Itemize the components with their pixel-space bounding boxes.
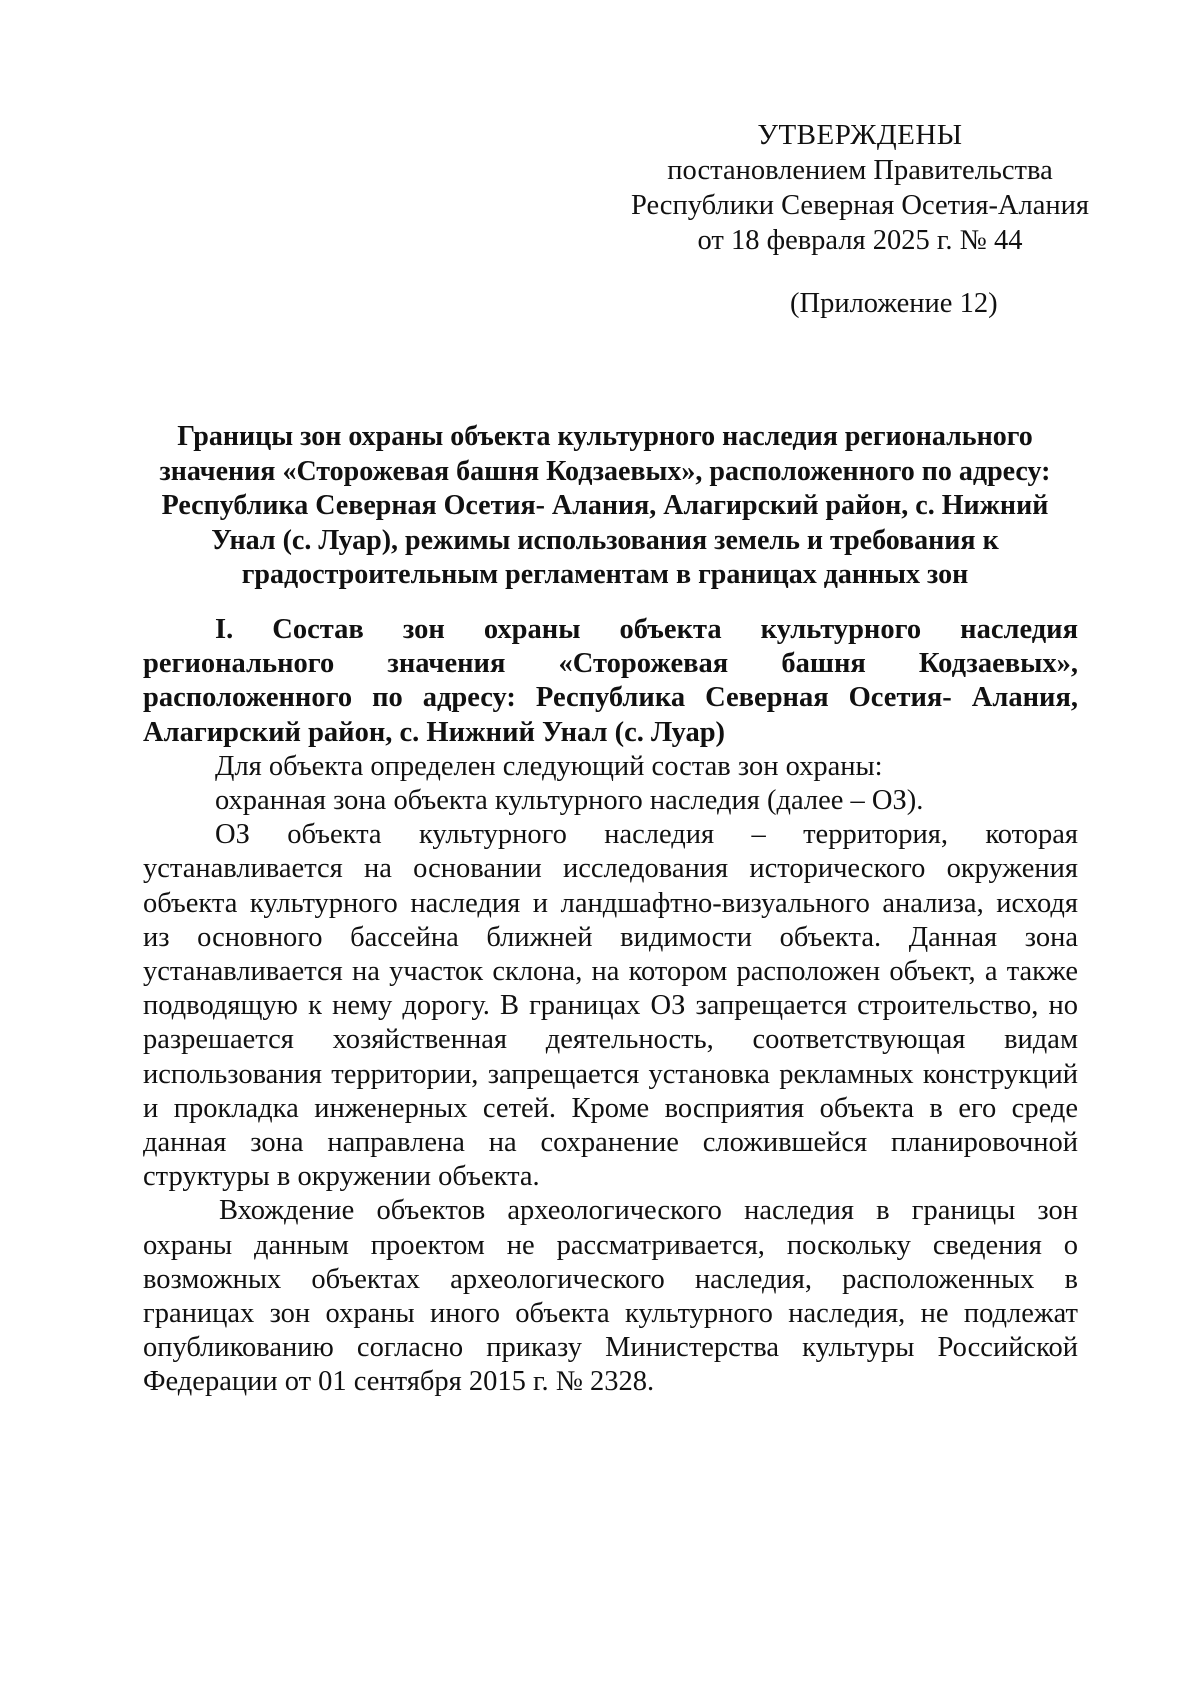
paragraph-zone-description: ОЗ объекта культурного наследия – территория, которая устанавливается на основании исследования исторического окружения объекта культурного наследия и ландшафтно-визуального анализа, исходя из основного бассейна ближней видимости объекта. Данная зона устанавливается на участок склона, на котором расположен объект, а также подводящую к нему дорогу. В границах ОЗ запрещается строительство, но разрешается хозяйственная деятельность, соответствующая видам использования территории, запрещается установка рекламных конструкций и прокладка инженерных сетей. Кроме восприятия объекта в его среде данная зона направлена на сохранение сложившейся планировочной структуры в окружении объекта. <box>143 819 1078 1193</box>
document-title-line-5: градостроительным регламентам в границах данных зон <box>241 559 969 590</box>
document-title-line-4: Унал (с. Луар), режимы использования земель и требования к <box>211 524 999 556</box>
document-body <box>143 613 1078 1400</box>
approval-line-1: постановлением Правительства <box>667 155 1053 186</box>
appendix-label: (Приложение 12) <box>790 288 998 319</box>
approval-stamp-block <box>560 118 1160 258</box>
paragraph-zones-list-intro: Для объекта определен следующий состав зон охраны: <box>215 750 883 782</box>
paragraph-archaeological-note: Вхождение объектов археологического наследия в границы зон охраны данным проектом не рассматривается, поскольку сведения о возможных объектах археологического наследия, расположенных в границах зон охраны иного объекта культурного наследия, не подлежат опубликованию согласно приказу Министерства культуры Российской Федерации от 01 сентября 2015 г. № 2328. <box>143 1195 1078 1398</box>
approval-line-3: от 18 февраля 2025 г. № 44 <box>697 225 1023 256</box>
document-title-line-1: Границы зон охраны объекта культурного наследия регионального <box>177 421 1033 452</box>
document-title-line-2: значения «Сторожевая башня Кодзаевых», расположенного по адресу: <box>159 455 1051 487</box>
paragraph-zone-definition: охранная зона объекта культурного наследия (далее – ОЗ). <box>215 785 924 817</box>
document-title <box>140 420 1070 593</box>
document-title-line-3: Республика Северная Осетия- Алания, Алагирский район, с. Нижний <box>161 490 1049 521</box>
approval-title: УТВЕРЖДЕНЫ <box>757 119 963 151</box>
section-heading: I. Состав зон охраны объекта культурного наследия регионального значения «Сторожевая башня Кодзаевых», расположенного по адресу: Республика Северная Осетия- Алания, Алагирский район, с. Нижний Унал (с. Луар) <box>143 614 1078 748</box>
approval-line-2: Республики Северная Осетия-Алания <box>630 190 1090 221</box>
